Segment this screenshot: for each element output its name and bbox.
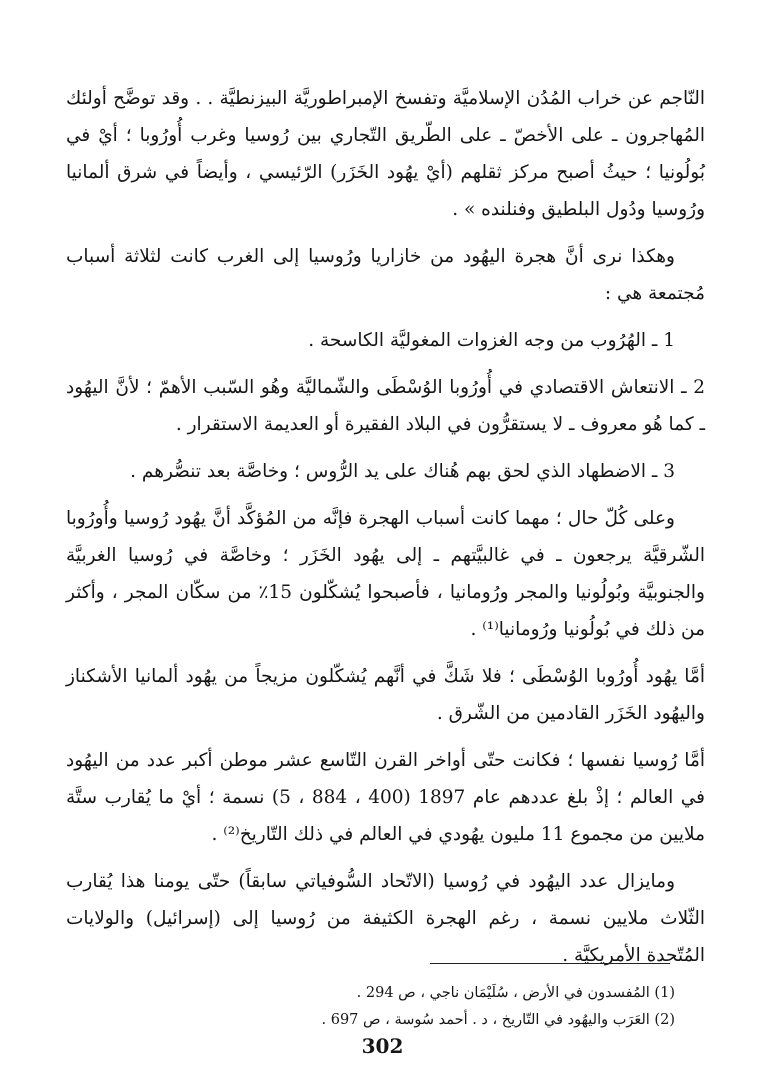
paragraph: ومايزال عدد اليهُود في رُوسيا (الاتّحاد السُّوفياتي سابقاً) حتّى يومنا هذا يُقارب الثّلاث ملايين نسمة ، رغم الهجرة الكثيفة من رُوسيا إلى (إسرائيل) والولايات المُتّحدة الأمريكيَّة . <box>66 871 705 966</box>
paragraph: أمَّا رُوسيا نفسها ؛ فكانت حتّى أواخر القرن التّاسع عشر موطن أكبر عدد من اليهُود في العالم ؛ إذْ بلغ عددهم عام 1897 (400 ، 884 ، 5) نسمة ؛ أيْ ما يُقارب ستَّة ملايين من مجموع 11 مليون يهُودي في العالم في ذلك التّاريخ⁽²⁾ . <box>66 750 706 845</box>
paragraph: وهكذا نرى أنَّ هجرة اليهُود من خازاريا ورُوسيا إلى الغرب كانت لثلاثة أسباب مُجتمعة هي : <box>66 246 705 304</box>
paragraph: وعلى كُلّ حال ؛ مهما كانت أسباب الهجرة فإنَّه من المُؤكَّد أنَّ يهُود رُوسيا وأُورُوبا الشّرقيَّة يرجعون ـ في غالبيَّتهم ـ إلى يهُود الخَزَر ؛ وخاصَّة في رُوسيا الغربيَّة والجنوبيَّة وبُولُونيا والمجر ورُومانيا ، فأصبحوا يُشكّلون 15٪ من سكّان المجر ، وأكثر من ذلك في بُولُونيا ورُومانيا⁽¹⁾ . <box>66 508 705 640</box>
footnotes <box>321 980 675 1034</box>
list-item: 2 ـ الانتعاش الاقتصادي في أُورُوبا الوُسْطَى والشّماليَّة وهُو السّبب الأهمّ ؛ لأنَّ اليهُود ـ كما هُو معروف ـ لا يستقرُّون في البلاد الفقيرة أو العديمة الاستقرار . <box>66 377 705 435</box>
list-item: 3 ـ الاضطهاد الذي لحق بهم هُناك على يد الرُّوس ؛ وخاصَّة بعد تنصُّرهم . <box>130 461 675 482</box>
footnote: (1) المُفسدون في الأرض ، سُلَيْمَان ناجي ، ص 294 . <box>356 985 675 1001</box>
page-number: 302 <box>361 1034 404 1058</box>
page-body <box>66 80 705 984</box>
list-item: 1 ـ الهُرُوب من وجه الغزوات المغوليَّة الكاسحة . <box>308 330 675 351</box>
paragraph: أمَّا يهُود أُورُوبا الوُسْطَى ؛ فلا شَكَّ في أنَّهم يُشكّلون مزيجاً من يهُود ألمانيا الأشكناز واليهُود الخَزَر القادمين من الشّرق . <box>66 666 705 724</box>
footnote-divider <box>430 963 670 964</box>
paragraph: النّاجم عن خراب المُدُن الإسلاميَّة وتفسخ الإمبراطوريَّة البيزنطيَّة . . وقد توضَّح أولئك المُهاجرون ـ على الأخصّ ـ على الطّريق التّجاري بين رُوسيا وغرب أُورُوبا ؛ أيْ في بُولُونيا ؛ حيثُ أصبح مركز ثقلهم (أيْ يهُود الخَزَر) الرّئيسي ، وأيضاً في شرق ألمانيا ورُوسيا ودُول البلطيق وفنلنده » . <box>66 88 705 220</box>
footnote: (2) العَرَب واليهُود في التّاريخ ، د . أحمد سُوسة ، ص 697 . <box>321 1012 675 1028</box>
